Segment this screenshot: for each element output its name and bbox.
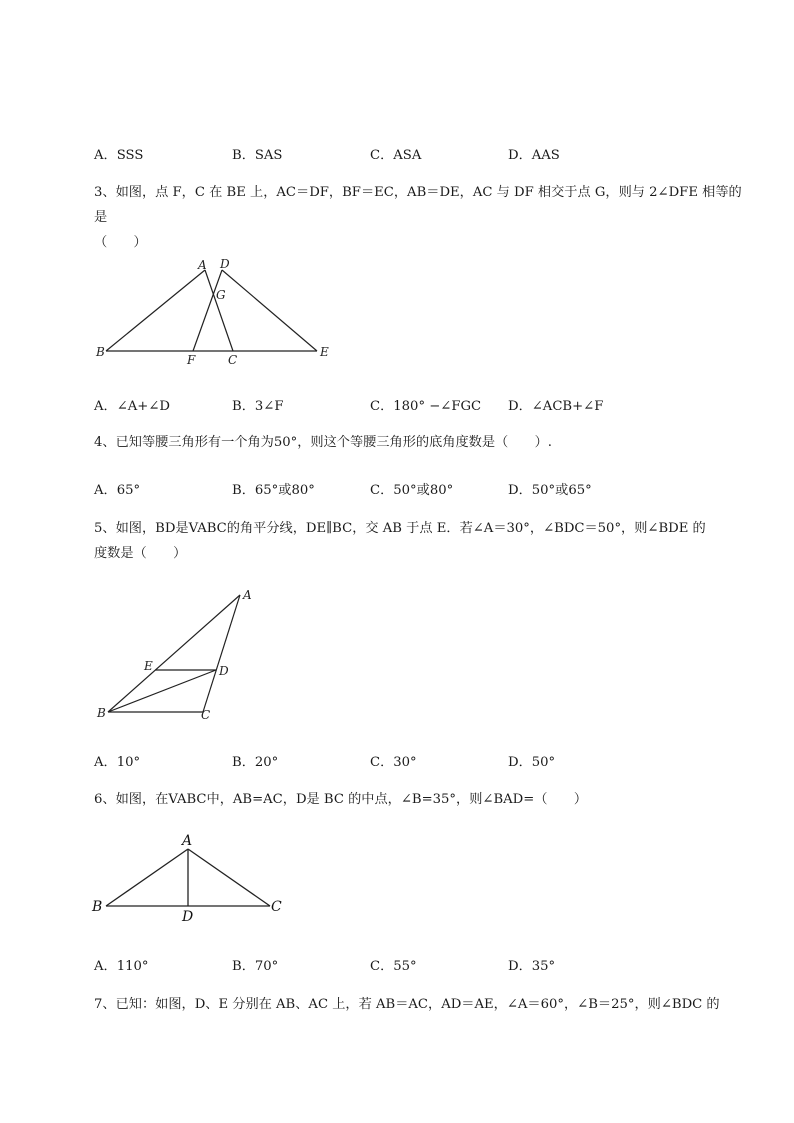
q5-label-c: C	[201, 708, 211, 722]
q6-segment-ac	[188, 849, 270, 906]
q6-option-a: A．110°	[94, 959, 149, 974]
q5-label-a: A	[243, 588, 252, 602]
q3-label-b: B	[96, 345, 105, 359]
q3-label-d: D	[220, 257, 230, 271]
q6-option-c: C．55°	[370, 959, 417, 974]
q3-stem-text: 3、如图，点 F，C 在 BE 上，AC＝DF，BF＝EC，AB＝DE，AC 与 DF 相交于点 G，则与 2∠DFE 相等的是	[94, 185, 742, 225]
q5-figure	[108, 595, 240, 712]
q3-option-b: B．3∠F	[232, 399, 284, 414]
q5-options	[94, 751, 744, 771]
q6-label-a: A	[182, 833, 193, 849]
q4-option-c: C．50°或80°	[370, 483, 454, 498]
q6-label-d: D	[182, 909, 194, 925]
q6-stem: 6、如图，在VABC中，AB=AC，D是 BC 的中点，∠B=35°，则∠BAD=（ ）	[94, 792, 588, 807]
q5-segment-ba	[108, 595, 240, 712]
q3-blank: （ ）	[94, 235, 147, 250]
q3-label-c: C	[228, 353, 238, 367]
q3-option-a: A．∠A+∠D	[94, 399, 170, 414]
q3-label-e: E	[320, 345, 329, 359]
q5-stem-text: 5、如图，BD是VABC的角平分线，DE∥BC，交 AB 于点 E．若∠A＝30°，∠BDC＝50°，则∠BDE 的	[94, 521, 706, 536]
q5-option-b: B．20°	[232, 755, 279, 770]
q2-option-a: A．SSS	[94, 148, 144, 163]
q5-segment-bd	[108, 670, 216, 712]
q6-label-c: C	[271, 899, 282, 915]
q4-option-b: B．65°或80°	[232, 483, 315, 498]
q6-options	[94, 955, 744, 975]
q2-option-c: C．ASA	[370, 148, 422, 163]
q5-label-e: E	[144, 659, 153, 673]
q6-label-b: B	[92, 899, 103, 915]
q4-option-d: D．50°或65°	[508, 483, 592, 498]
q5-option-a: A．10°	[94, 755, 141, 770]
q6-segment-ba	[106, 849, 188, 906]
q3-label-g: G	[216, 288, 226, 302]
q3-label-a: A	[198, 258, 207, 272]
q3-segment-ac	[205, 270, 233, 351]
q3-label-f: F	[187, 353, 196, 367]
q3-segment-ab	[106, 270, 205, 351]
q3-option-c: C．180° −∠FGC	[370, 399, 482, 414]
q3-option-d: D．∠ACB+∠F	[508, 399, 604, 414]
q4-stem: 4、已知等腰三角形有一个角为50°，则这个等腰三角形的底角度数是（ ）.	[94, 435, 552, 450]
q5-stem-text-2: 度数是（ ）	[94, 546, 187, 561]
q2-option-b: B．SAS	[232, 148, 283, 163]
q3-segment-df	[193, 270, 222, 351]
q5-label-b: B	[97, 706, 106, 720]
q5-option-d: D．50°	[508, 755, 556, 770]
q4-options	[94, 479, 744, 499]
q2-option-d: D．AAS	[508, 148, 560, 163]
q3-options	[94, 395, 744, 415]
q4-option-a: A．65°	[94, 483, 141, 498]
q5-stem	[94, 516, 744, 566]
q5-option-c: C．30°	[370, 755, 417, 770]
q5-segment-ca	[203, 595, 240, 712]
q6-option-b: B．70°	[232, 959, 279, 974]
q3-segment-de	[222, 270, 317, 351]
q6-option-d: D．35°	[508, 959, 556, 974]
q7-stem: 7、已知：如图，D、E 分别在 AB、AC 上，若 AB＝AC，AD＝AE，∠A＝60°，∠B＝25°，则∠BDC 的	[94, 997, 720, 1012]
q5-label-d: D	[219, 664, 229, 678]
q6-figure	[106, 849, 270, 906]
